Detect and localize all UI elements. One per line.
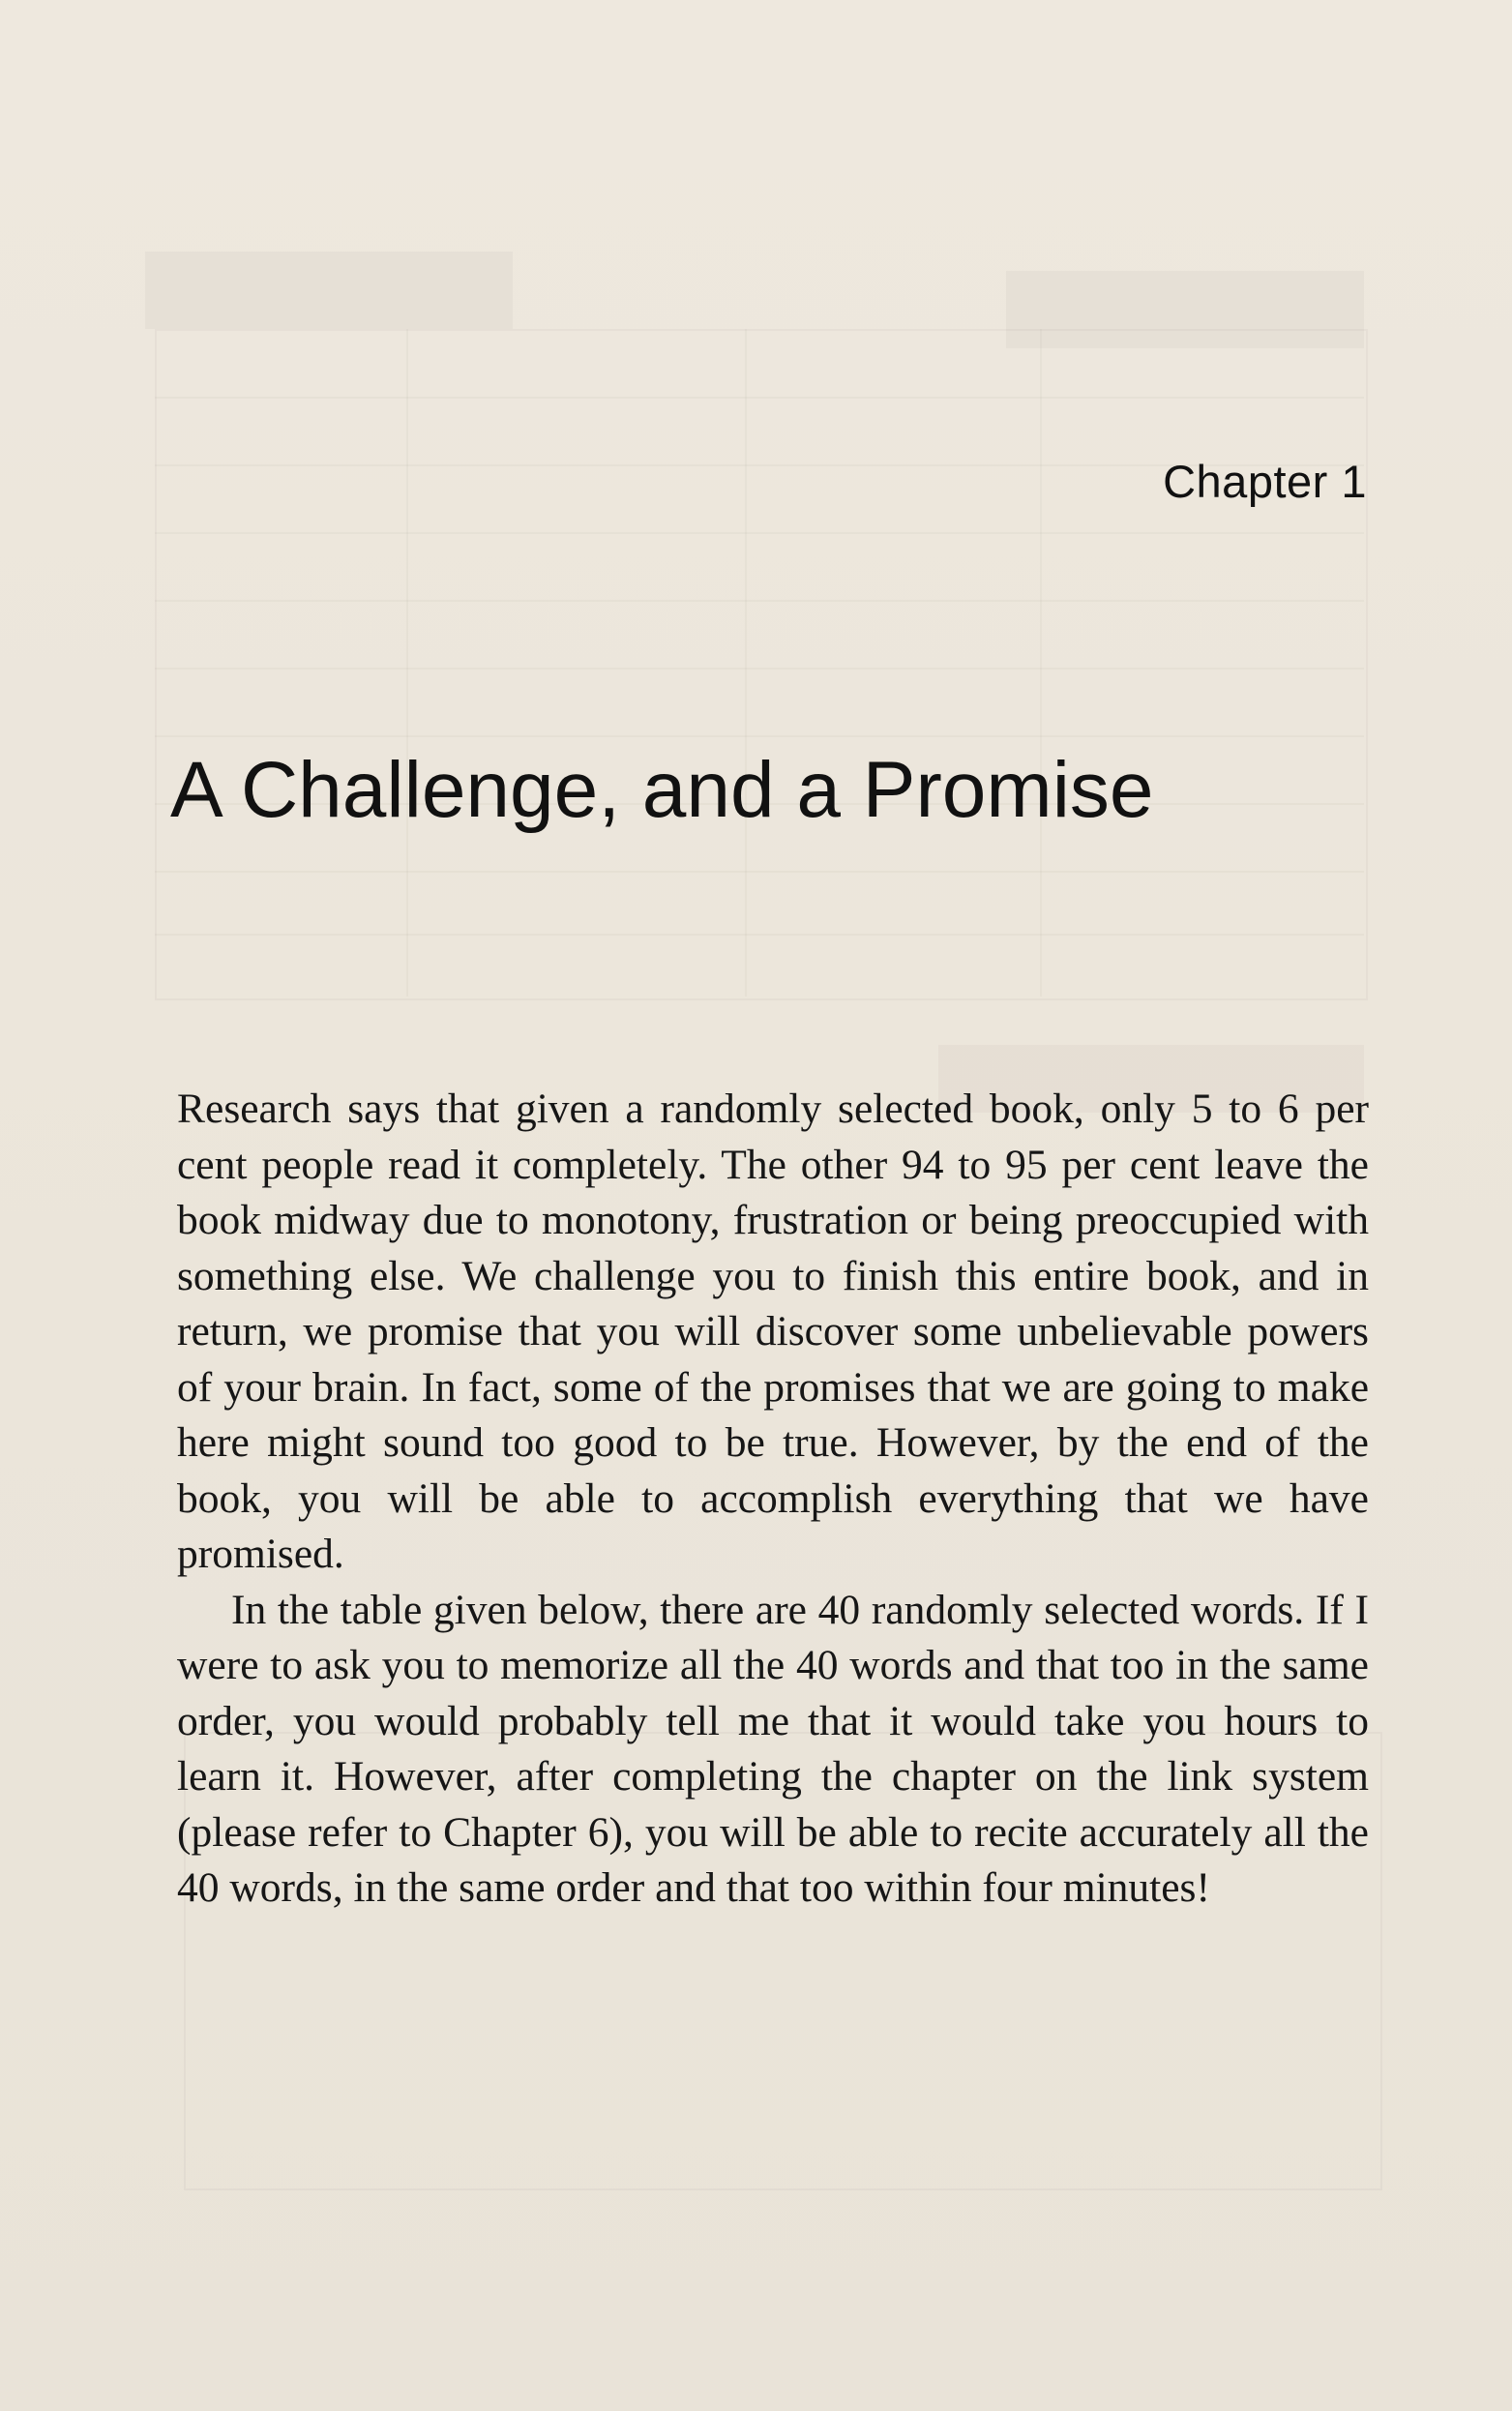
bleed-through-row-line xyxy=(155,600,1364,602)
chapter-title: A Challenge, and a Promise xyxy=(170,746,1154,834)
bleed-through-header-right xyxy=(1006,271,1364,348)
body-text xyxy=(177,1082,1369,1917)
bleed-through-col-line xyxy=(745,329,747,997)
bleed-through-table xyxy=(155,329,1368,1000)
bleed-through-row-line xyxy=(155,397,1364,399)
paragraph: In the table given below, there are 40 randomly selected words. If I were to ask you to memorize all the 40 words and that too in the same order, you would probably tell me that it would take you hours to learn it. However, after completing the chapter on the link system (please refer to Chapter 6), you will be able to recite accurately all the 40 words, in the same order and that too within four minutes! xyxy=(177,1586,1369,1911)
chapter-label: Chapter 1 xyxy=(1163,456,1367,507)
bleed-through-row-line xyxy=(155,668,1364,670)
bleed-through-col-line xyxy=(1040,329,1042,997)
bleed-through-row-line xyxy=(155,735,1364,737)
paragraph: Research says that given a randomly selected book, only 5 to 6 per cent people read it completely. The other 94 to 95 per cent leave the book midway due to monotony, frustration or being preoccupied with something else. We challenge you to finish this entire book, and in return, we promise that you will discover some unbelievable powers of your brain. In fact, some of the promises that we are going to make here might sound too good to be true. However, by the end of the book, you will be able to accomplish everything that we have promised. xyxy=(177,1086,1369,1577)
bleed-through-row-line xyxy=(155,871,1364,873)
bleed-through-row-line xyxy=(155,532,1364,534)
bleed-through-header-left xyxy=(145,252,513,329)
bleed-through-col-line xyxy=(406,329,408,997)
bleed-through-row-line xyxy=(155,934,1364,936)
